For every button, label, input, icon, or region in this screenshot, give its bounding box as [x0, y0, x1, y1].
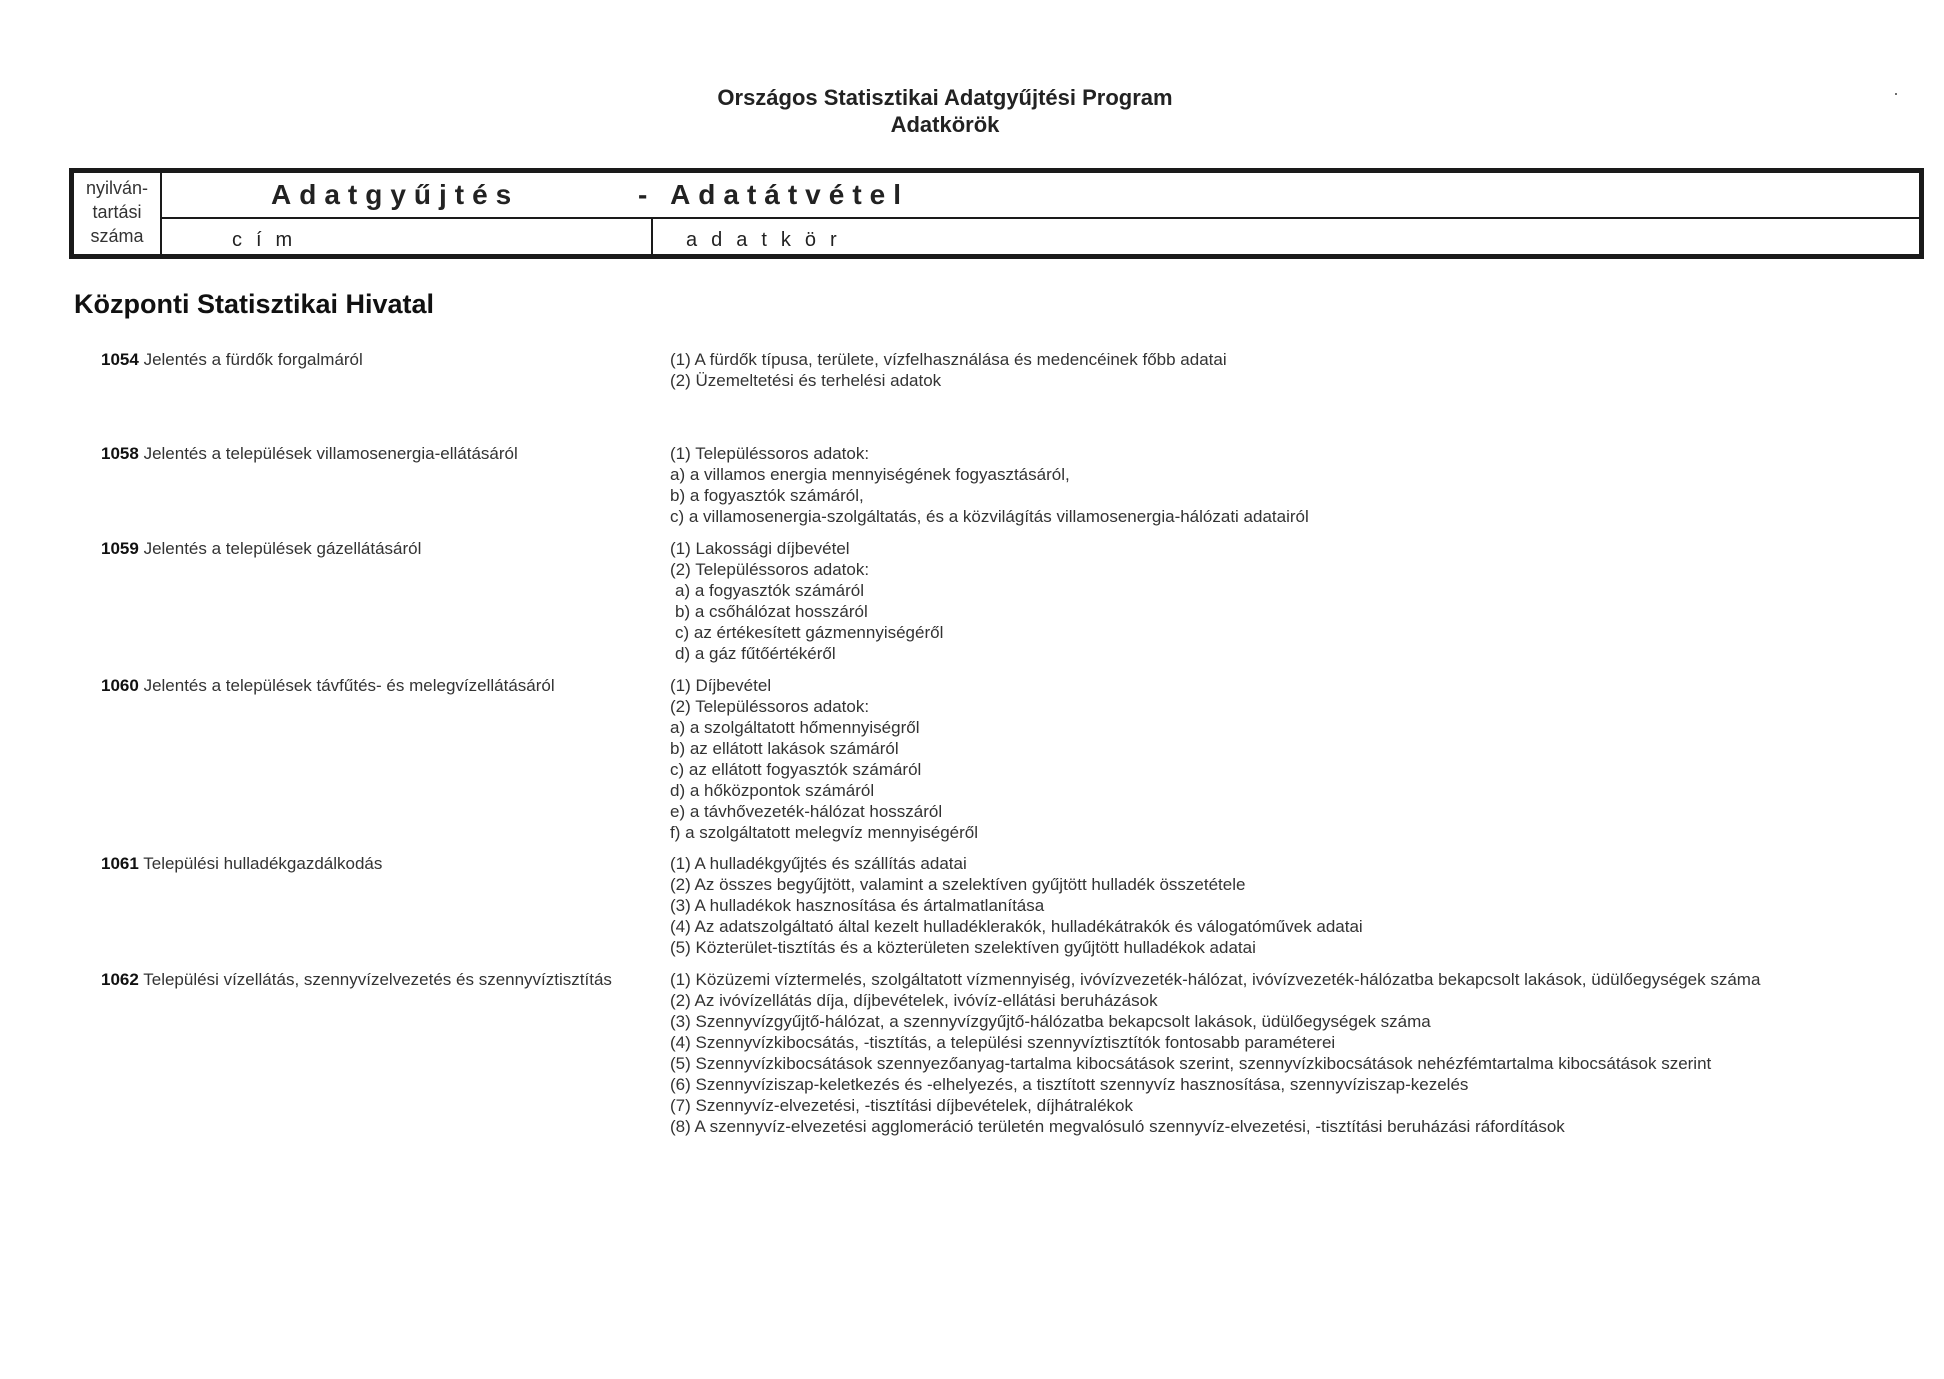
header-title-column: cím [232, 229, 307, 251]
entry-title: Települési hulladékgazdálkodás [143, 854, 383, 873]
entry-item: c) az ellátott fogyasztók számáról [670, 760, 922, 779]
entry-number: 1054 [101, 350, 139, 369]
entry-title-block [101, 349, 363, 370]
entry-item: e) a távhővezeték-hálózat hosszáról [670, 802, 943, 821]
entry-item: (1) Településsoros adatok: [670, 444, 870, 463]
entry-item: (4) Az adatszolgáltató által kezelt hulladéklerakók, hulladékátrakók és válogatóművek adatai [670, 917, 1363, 936]
header-label-line: nyilván- [85, 178, 149, 198]
entry-title-block [101, 538, 421, 559]
header-divider-horizontal [162, 217, 1919, 219]
entry-item: d) a gáz fűtőértékéről [675, 644, 836, 663]
entry-number: 1058 [101, 444, 139, 463]
entry-item: b) a fogyasztók számáról, [670, 486, 864, 505]
entry-item: d) a hőközpontok számáról [670, 781, 875, 800]
header-data-scope-column: adatkör [686, 229, 851, 251]
entry-item: (1) A fürdők típusa, területe, vízfelhasználása és medencéinek főbb adatai [670, 350, 1227, 369]
entry-items [670, 675, 978, 843]
entry-item: (2) Az ivóvízellátás díja, díjbevételek, ivóvíz-ellátási beruházások [670, 991, 1158, 1010]
entry-title: Települési vízellátás, szennyvízelvezetés és szennyvíztisztítás [143, 970, 612, 989]
entry-item: a) a villamos energia mennyiségének fogyasztásáról, [670, 465, 1070, 484]
entry-title: Jelentés a fürdők forgalmáról [143, 350, 363, 369]
entry-item: a) a fogyasztók számáról [675, 581, 864, 600]
entry-title-block [101, 969, 612, 990]
entry-title-block [101, 853, 382, 874]
entry-item: (5) Közterület-tisztítás és a közterületen szelektíven gyűjtött hulladékok adatai [670, 938, 1256, 957]
entry-item: (1) Közüzemi víztermelés, szolgáltatott vízmennyiség, ivóvízvezeték-hálózat, ivóvízvezeték-hálózatba bekapcsolt lakások, üdülőegységek száma [670, 970, 1761, 989]
corner-mark: · [1893, 83, 1899, 103]
entry-number: 1060 [101, 676, 139, 695]
entry-item: (6) Szennyvíziszap-keletkezés és -elhelyezés, a tisztított szennyvíz hasznosítása, szennyvíziszap-kezelés [670, 1075, 1469, 1094]
entry-item: (1) Lakossági díjbevétel [670, 539, 850, 558]
entry-item: c) az értékesített gázmennyiségéről [675, 623, 944, 642]
entry-title: Jelentés a települések gázellátásáról [143, 539, 422, 558]
entry-item: f) a szolgáltatott melegvíz mennyiségéről [670, 823, 979, 842]
header-data-collection: Adatgyűjtés [271, 179, 520, 210]
entry-item: (1) Díjbevétel [670, 676, 772, 695]
entry-item: (5) Szennyvízkibocsátások szennyezőanyag-tartalma kibocsátások szerint, szennyvízkibocsátások nehézfémtartalma kibocsátások szerint [670, 1054, 1712, 1073]
entry-item: (2) Az összes begyűjtött, valamint a szelektíven gyűjtött hulladék összetétele [670, 875, 1246, 894]
registry-number-column-header [74, 173, 162, 254]
entry-number: 1062 [101, 970, 139, 989]
entry-item: (1) A hulladékgyűjtés és szállítás adatai [670, 854, 967, 873]
entry-number: 1061 [101, 854, 139, 873]
header-data-transfer: - Adatátvétel [638, 179, 910, 210]
document-subtitle: Adatkörök [890, 112, 1000, 137]
entry-title-block [101, 675, 555, 696]
entry-number: 1059 [101, 539, 139, 558]
organization-heading: Központi Statisztikai Hivatal [74, 289, 435, 319]
entry-items [670, 969, 1760, 1137]
entry-item: (3) Szennyvízgyűjtő-hálózat, a szennyvízgyűjtő-hálózatba bekapcsolt lakások, üdülőegységek száma [670, 1012, 1431, 1031]
header-label-line: száma [90, 226, 144, 246]
entry-item: (8) A szennyvíz-elvezetési agglomeráció területén megvalósuló szennyvíz-elvezetési, -tisztítási beruházási ráfordítások [670, 1117, 1565, 1136]
entry-items [670, 853, 1363, 958]
document-title: Országos Statisztikai Adatgyűjtési Program [717, 85, 1173, 110]
entry-items [670, 349, 1227, 391]
entry-item: (4) Szennyvízkibocsátás, -tisztítás, a települési szennyvíztisztítók fontosabb paraméterei [670, 1033, 1336, 1052]
entry-item: b) a csőhálózat hosszáról [675, 602, 868, 621]
entry-items [670, 443, 1309, 527]
entry-item: b) az ellátott lakások számáról [670, 739, 899, 758]
entry-item: c) a villamosenergia-szolgáltatás, és a közvilágítás villamosenergia-hálózati adatairól [670, 507, 1309, 526]
entry-items [670, 538, 943, 664]
entry-item: (2) Településsoros adatok: [670, 697, 870, 716]
entry-item: (2) Településsoros adatok: [670, 560, 870, 579]
entry-item: (3) A hulladékok hasznosítása és ártalmatlanítása [670, 896, 1045, 915]
column-header-table [69, 168, 1924, 259]
header-label-line: tartási [92, 202, 142, 222]
title-block [0, 84, 1890, 138]
entry-item: (7) Szennyvíz-elvezetési, -tisztítási díjbevételek, díjhátralékok [670, 1096, 1133, 1115]
entry-title-block [101, 443, 518, 464]
entry-item: a) a szolgáltatott hőmennyiségről [670, 718, 920, 737]
entry-title: Jelentés a települések villamosenergia-ellátásáról [143, 444, 518, 463]
entry-item: (2) Üzemeltetési és terhelési adatok [670, 371, 942, 390]
header-divider-vertical [651, 219, 653, 254]
entry-title: Jelentés a települések távfűtés- és melegvízellátásáról [143, 676, 555, 695]
